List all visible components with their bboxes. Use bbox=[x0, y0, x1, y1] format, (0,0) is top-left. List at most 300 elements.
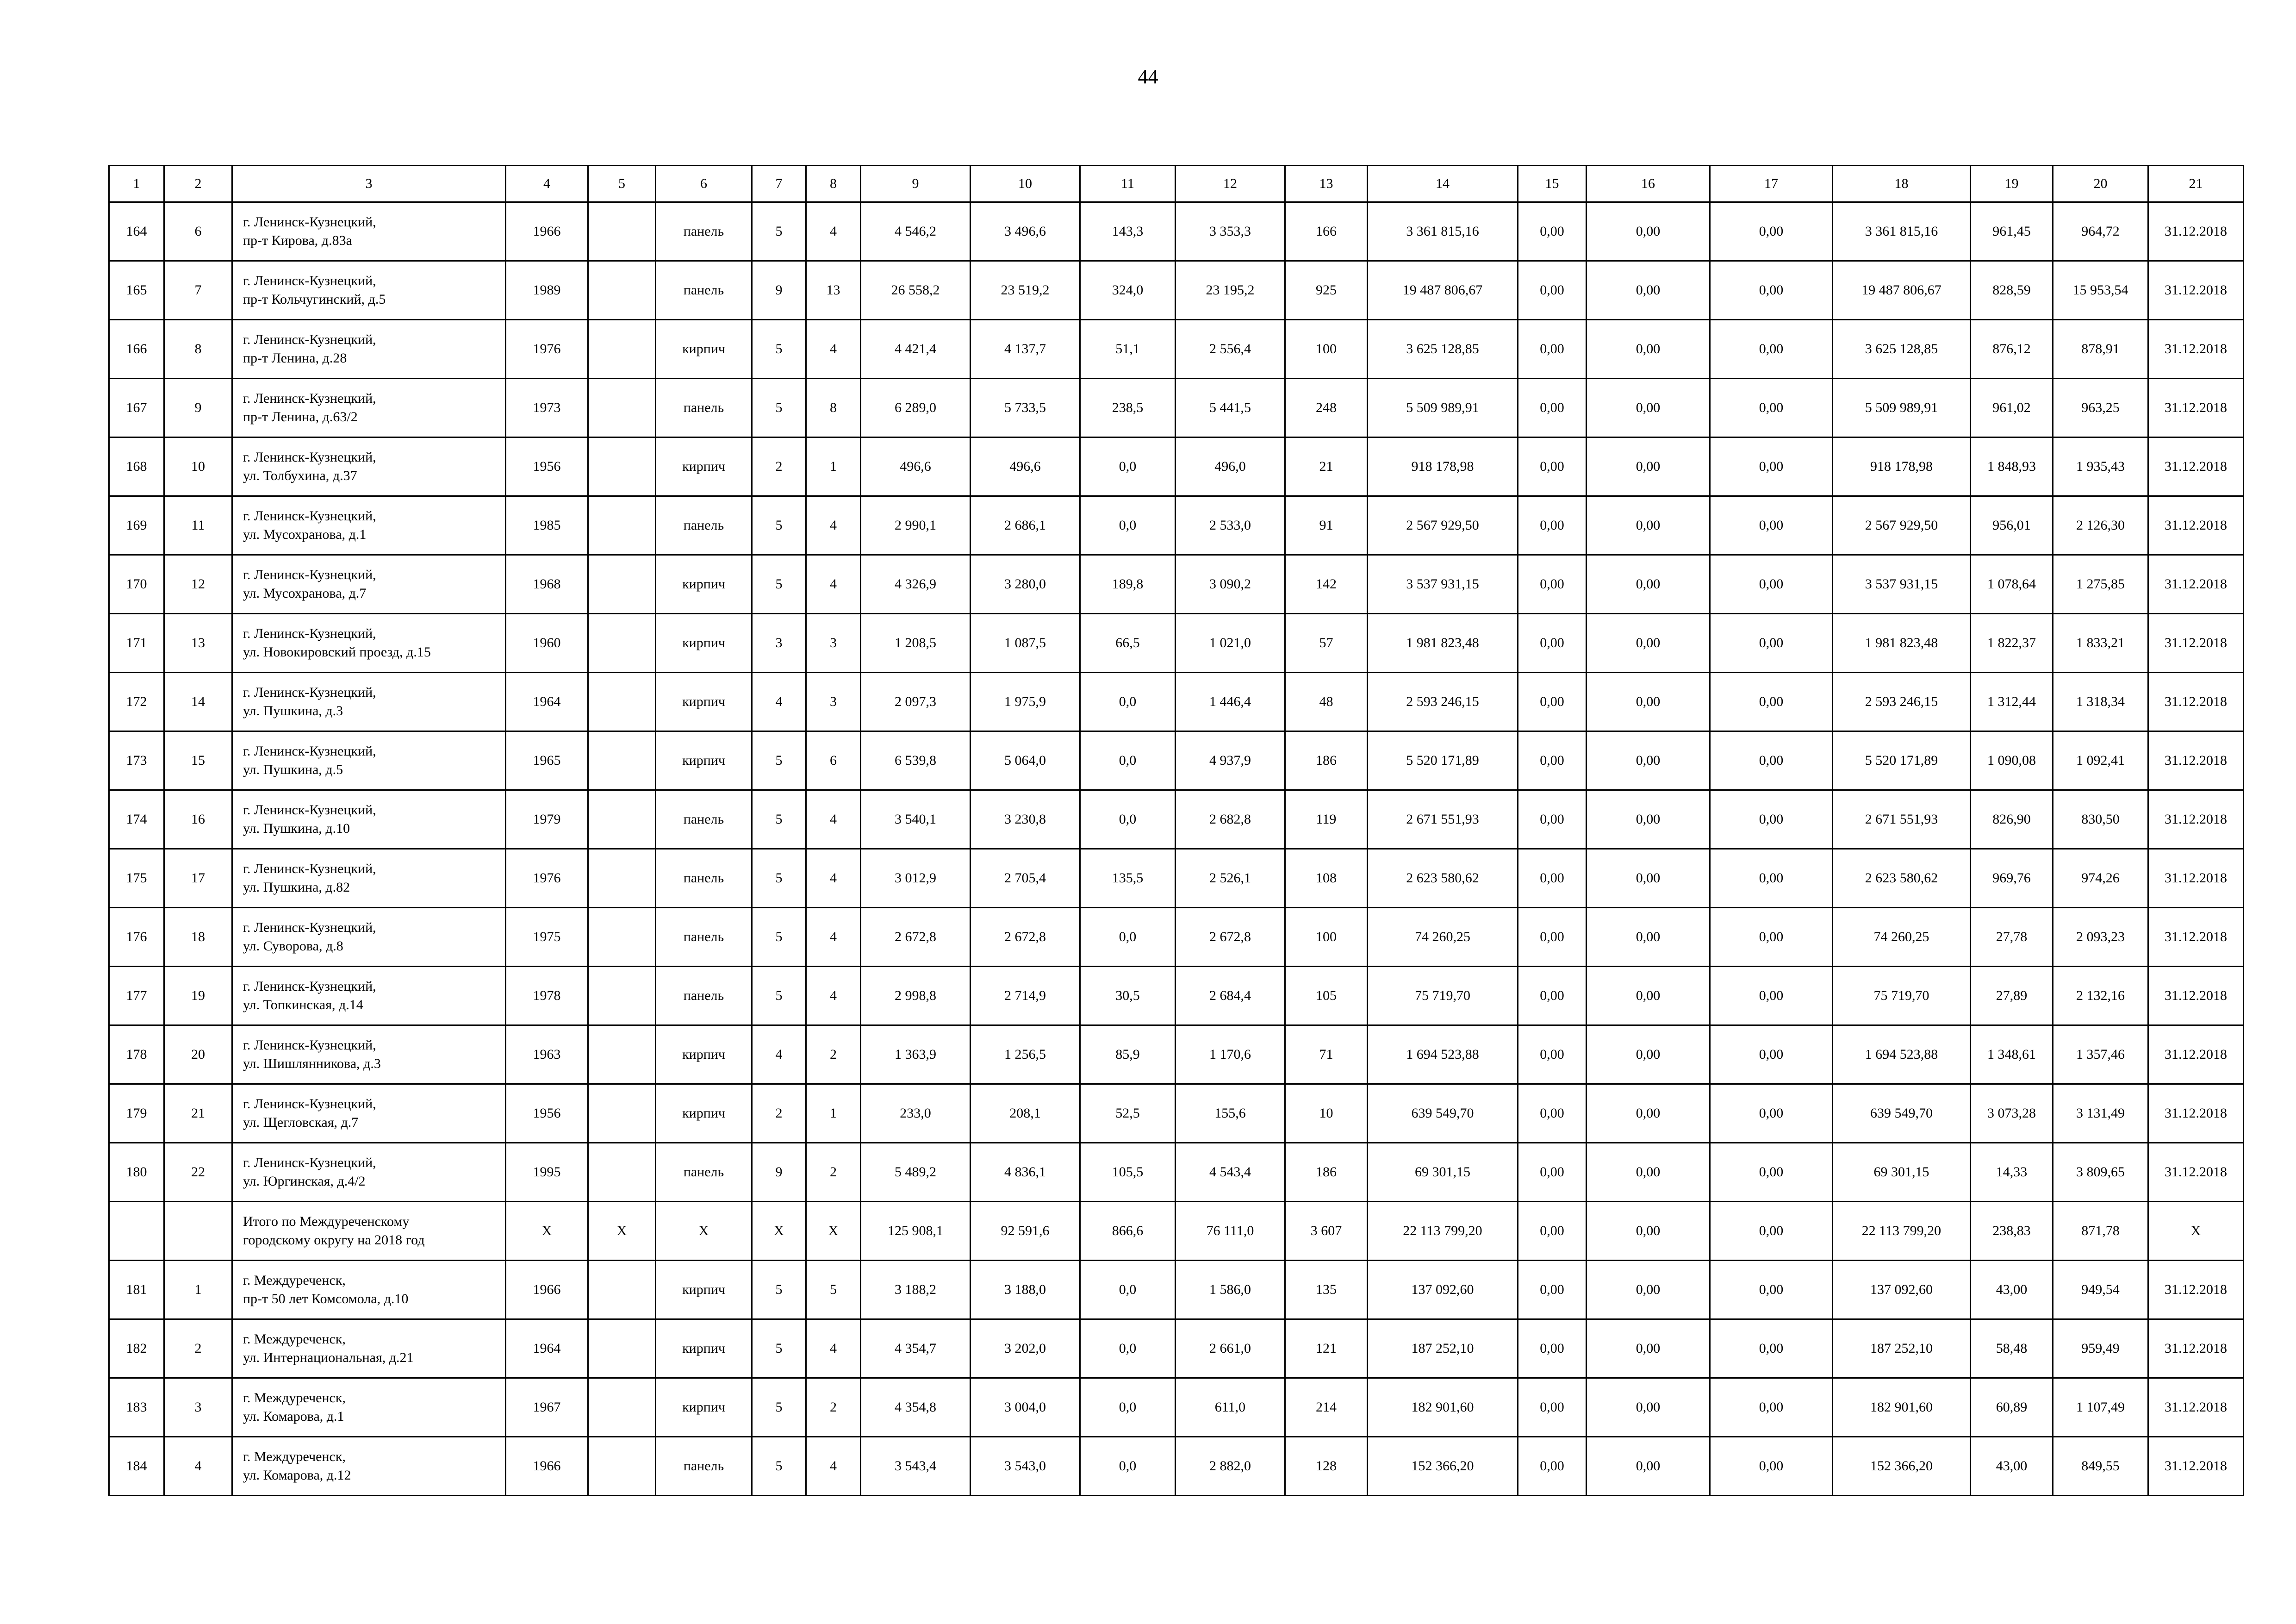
table-cell: 4 bbox=[806, 496, 861, 555]
table-cell: 3 280,0 bbox=[971, 555, 1080, 614]
table-cell: 963,25 bbox=[2053, 379, 2148, 437]
table-cell bbox=[588, 967, 656, 1025]
table-cell: 5 520 171,89 bbox=[1368, 731, 1518, 790]
table-cell bbox=[588, 437, 656, 496]
table-cell: 31.12.2018 bbox=[2148, 790, 2244, 849]
address-cell bbox=[232, 1143, 506, 1202]
column-number-cell: 11 bbox=[1080, 166, 1176, 202]
table-cell: 5 bbox=[752, 1319, 806, 1378]
table-cell: 0,00 bbox=[1518, 437, 1587, 496]
table-cell: 74 260,25 bbox=[1368, 908, 1518, 967]
table-cell: 3 202,0 bbox=[971, 1319, 1080, 1378]
table-row bbox=[109, 261, 2244, 320]
table-cell: 0,0 bbox=[1080, 1261, 1176, 1319]
table-cell: 92 591,6 bbox=[971, 1202, 1080, 1261]
table-cell: 0,00 bbox=[1518, 1378, 1587, 1437]
table-cell: 100 bbox=[1285, 908, 1368, 967]
table-cell: 4 354,7 bbox=[861, 1319, 971, 1378]
table-cell: 31.12.2018 bbox=[2148, 1025, 2244, 1084]
table-cell: 186 bbox=[1285, 1143, 1368, 1202]
table-cell: 180 bbox=[109, 1143, 164, 1202]
table-cell: 3 361 815,16 bbox=[1368, 202, 1518, 261]
table-cell: 0,00 bbox=[1518, 1261, 1587, 1319]
table-cell: 639 549,70 bbox=[1368, 1084, 1518, 1143]
table-cell: 849,55 bbox=[2053, 1437, 2148, 1496]
table-cell: 5 bbox=[752, 967, 806, 1025]
address-line: г. Ленинск-Кузнецкий, bbox=[243, 626, 376, 641]
table-cell: 2 990,1 bbox=[861, 496, 971, 555]
table-cell: 3 073,28 bbox=[1971, 1084, 2053, 1143]
table-cell bbox=[588, 1378, 656, 1437]
table-cell: 3 353,3 bbox=[1176, 202, 1285, 261]
table-cell: 2 bbox=[806, 1378, 861, 1437]
address-line: ул. Юргинская, д.4/2 bbox=[243, 1174, 366, 1189]
address-line: г. Ленинск-Кузнецкий, bbox=[243, 332, 376, 347]
table-cell: 0,00 bbox=[1518, 908, 1587, 967]
table-cell: 142 bbox=[1285, 555, 1368, 614]
address-cell bbox=[232, 1319, 506, 1378]
table-cell: 31.12.2018 bbox=[2148, 320, 2244, 379]
table-cell: 2 623 580,62 bbox=[1368, 849, 1518, 908]
table-cell: 4 bbox=[806, 908, 861, 967]
table-cell: кирпич bbox=[656, 731, 752, 790]
table-cell: 4 354,8 bbox=[861, 1378, 971, 1437]
table-cell: 152 366,20 bbox=[1368, 1437, 1518, 1496]
table-cell bbox=[588, 614, 656, 673]
table-cell: 3 537 931,15 bbox=[1833, 555, 1971, 614]
address-line: ул. Суворова, д.8 bbox=[243, 938, 343, 954]
table-cell: 1 bbox=[806, 1084, 861, 1143]
table-cell: 1979 bbox=[506, 790, 588, 849]
table-cell: 2 682,8 bbox=[1176, 790, 1285, 849]
table-cell: 0,00 bbox=[1587, 261, 1710, 320]
table-cell: 5 441,5 bbox=[1176, 379, 1285, 437]
table-cell: 1968 bbox=[506, 555, 588, 614]
table-cell: 172 bbox=[109, 673, 164, 731]
table-cell: 6 539,8 bbox=[861, 731, 971, 790]
table-cell: 2 593 246,15 bbox=[1368, 673, 1518, 731]
table-cell: 5 bbox=[806, 1261, 861, 1319]
table-cell: 168 bbox=[109, 437, 164, 496]
table-cell: 182 901,60 bbox=[1368, 1378, 1518, 1437]
table-body bbox=[109, 166, 2244, 1496]
table-cell: 125 908,1 bbox=[861, 1202, 971, 1261]
table-cell: 0,00 bbox=[1587, 908, 1710, 967]
table-cell: 21 bbox=[164, 1084, 232, 1143]
table-cell: 4 937,9 bbox=[1176, 731, 1285, 790]
table-cell bbox=[588, 731, 656, 790]
table-cell: 2 882,0 bbox=[1176, 1437, 1285, 1496]
table-cell: X bbox=[656, 1202, 752, 1261]
table-row bbox=[109, 320, 2244, 379]
table-cell bbox=[588, 673, 656, 731]
address-line: ул. Новокировский проезд, д.15 bbox=[243, 644, 431, 660]
column-number-cell: 19 bbox=[1971, 166, 2053, 202]
table-cell: 0,00 bbox=[1587, 1025, 1710, 1084]
table-cell: 51,1 bbox=[1080, 320, 1176, 379]
address-line: г. Ленинск-Кузнецкий, bbox=[243, 1096, 376, 1112]
column-number-cell: 13 bbox=[1285, 166, 1368, 202]
table-cell: 1 bbox=[806, 437, 861, 496]
table-cell: 2 714,9 bbox=[971, 967, 1080, 1025]
table-cell: 135,5 bbox=[1080, 849, 1176, 908]
table-cell: 166 bbox=[109, 320, 164, 379]
table-cell: 176 bbox=[109, 908, 164, 967]
address-line: пр-т Кольчугинский, д.5 bbox=[243, 292, 386, 307]
table-cell: 0,0 bbox=[1080, 1319, 1176, 1378]
table-cell: 19 487 806,67 bbox=[1833, 261, 1971, 320]
table-cell: 0,00 bbox=[1587, 379, 1710, 437]
table-cell: 22 113 799,20 bbox=[1368, 1202, 1518, 1261]
column-number-cell: 18 bbox=[1833, 166, 1971, 202]
table-cell: 3 543,0 bbox=[971, 1437, 1080, 1496]
address-line: Итого по Междуреченскому bbox=[243, 1214, 410, 1229]
table-cell: 57 bbox=[1285, 614, 1368, 673]
column-number-row bbox=[109, 166, 2244, 202]
table-cell: 0,00 bbox=[1518, 320, 1587, 379]
address-cell bbox=[232, 320, 506, 379]
address-cell bbox=[232, 731, 506, 790]
table-cell: 1976 bbox=[506, 849, 588, 908]
table-cell: 1995 bbox=[506, 1143, 588, 1202]
table-cell: 143,3 bbox=[1080, 202, 1176, 261]
table-cell: 2 998,8 bbox=[861, 967, 971, 1025]
table-cell: 0,00 bbox=[1710, 614, 1833, 673]
address-cell bbox=[232, 1202, 506, 1261]
table-cell bbox=[109, 1202, 164, 1261]
table-cell bbox=[588, 1025, 656, 1084]
address-cell bbox=[232, 437, 506, 496]
table-cell: 1 833,21 bbox=[2053, 614, 2148, 673]
table-cell: 2 533,0 bbox=[1176, 496, 1285, 555]
table-cell: 174 bbox=[109, 790, 164, 849]
table-cell: 4 bbox=[806, 320, 861, 379]
table-cell: 177 bbox=[109, 967, 164, 1025]
table-cell: 26 558,2 bbox=[861, 261, 971, 320]
table-cell: 0,00 bbox=[1518, 261, 1587, 320]
table-cell: 85,9 bbox=[1080, 1025, 1176, 1084]
address-cell bbox=[232, 496, 506, 555]
table-cell bbox=[588, 202, 656, 261]
table-cell bbox=[164, 1202, 232, 1261]
table-cell: 324,0 bbox=[1080, 261, 1176, 320]
table-cell: 5 bbox=[752, 790, 806, 849]
table-cell: 135 bbox=[1285, 1261, 1368, 1319]
table-cell: 1 981 823,48 bbox=[1368, 614, 1518, 673]
table-cell: 3 540,1 bbox=[861, 790, 971, 849]
table-cell: 496,6 bbox=[861, 437, 971, 496]
table-cell: 2 bbox=[164, 1319, 232, 1378]
table-cell: 31.12.2018 bbox=[2148, 1084, 2244, 1143]
table-cell: 1964 bbox=[506, 673, 588, 731]
table-cell: 0,0 bbox=[1080, 908, 1176, 967]
table-cell: 0,00 bbox=[1710, 379, 1833, 437]
address-line: пр-т 50 лет Комсомола, д.10 bbox=[243, 1291, 409, 1306]
address-line: г. Ленинск-Кузнецкий, bbox=[243, 508, 376, 524]
table-cell: 0,00 bbox=[1587, 1202, 1710, 1261]
table-cell: 179 bbox=[109, 1084, 164, 1143]
table-cell: 173 bbox=[109, 731, 164, 790]
table-cell: 31.12.2018 bbox=[2148, 849, 2244, 908]
table-cell: 0,00 bbox=[1587, 1319, 1710, 1378]
table-cell: 925 bbox=[1285, 261, 1368, 320]
table-cell: 3 bbox=[806, 673, 861, 731]
table-cell: 1985 bbox=[506, 496, 588, 555]
address-line: г. Ленинск-Кузнецкий, bbox=[243, 214, 376, 230]
table-cell: 10 bbox=[164, 437, 232, 496]
table-cell: 0,00 bbox=[1710, 202, 1833, 261]
table-cell: 0,00 bbox=[1587, 202, 1710, 261]
table-cell: 19 487 806,67 bbox=[1368, 261, 1518, 320]
address-line: г. Междуреченск, bbox=[243, 1273, 346, 1288]
table-cell bbox=[588, 320, 656, 379]
table-cell: 4 bbox=[752, 1025, 806, 1084]
table-cell: 105,5 bbox=[1080, 1143, 1176, 1202]
address-cell bbox=[232, 673, 506, 731]
table-cell: 182 901,60 bbox=[1833, 1378, 1971, 1437]
table-cell: 74 260,25 bbox=[1833, 908, 1971, 967]
table-cell: 828,59 bbox=[1971, 261, 2053, 320]
table-row bbox=[109, 1437, 2244, 1496]
table-cell: 0,00 bbox=[1587, 731, 1710, 790]
column-number-cell: 5 bbox=[588, 166, 656, 202]
table-cell: кирпич bbox=[656, 673, 752, 731]
column-number-cell: 15 bbox=[1518, 166, 1587, 202]
address-line: г. Ленинск-Кузнецкий, bbox=[243, 450, 376, 465]
table-cell: 1978 bbox=[506, 967, 588, 1025]
address-line: ул. Пушкина, д.10 bbox=[243, 821, 350, 836]
table-cell: 1966 bbox=[506, 1437, 588, 1496]
table-cell: 60,89 bbox=[1971, 1378, 2053, 1437]
table-cell: 496,6 bbox=[971, 437, 1080, 496]
table-cell: 31.12.2018 bbox=[2148, 1437, 2244, 1496]
table-cell: 4 bbox=[806, 1319, 861, 1378]
table-cell: кирпич bbox=[656, 1378, 752, 1437]
table-cell: 31.12.2018 bbox=[2148, 1319, 2244, 1378]
table-cell: 0,00 bbox=[1710, 1319, 1833, 1378]
table-cell: 0,00 bbox=[1587, 967, 1710, 1025]
table-cell: 214 bbox=[1285, 1378, 1368, 1437]
table-cell: 0,00 bbox=[1710, 908, 1833, 967]
table-row bbox=[109, 731, 2244, 790]
table-cell: 0,00 bbox=[1518, 379, 1587, 437]
table-cell: 91 bbox=[1285, 496, 1368, 555]
table-row bbox=[109, 1378, 2244, 1437]
address-line: г. Ленинск-Кузнецкий, bbox=[243, 1037, 376, 1053]
table-row bbox=[109, 1261, 2244, 1319]
table-cell: 2 671 551,93 bbox=[1368, 790, 1518, 849]
table-cell: 5 bbox=[752, 849, 806, 908]
table-cell: 1 975,9 bbox=[971, 673, 1080, 731]
table-cell: 5 bbox=[752, 379, 806, 437]
table-cell: панель bbox=[656, 379, 752, 437]
address-line: г. Ленинск-Кузнецкий, bbox=[243, 802, 376, 818]
table-cell: 0,00 bbox=[1587, 1143, 1710, 1202]
table-cell: 0,00 bbox=[1518, 1319, 1587, 1378]
table-cell: 175 bbox=[109, 849, 164, 908]
table-cell: 611,0 bbox=[1176, 1378, 1285, 1437]
table-cell: 128 bbox=[1285, 1437, 1368, 1496]
table-row bbox=[109, 1319, 2244, 1378]
table-row bbox=[109, 1143, 2244, 1202]
table-cell: 0,00 bbox=[1587, 790, 1710, 849]
table-cell: 0,00 bbox=[1518, 1084, 1587, 1143]
table-cell: 3 496,6 bbox=[971, 202, 1080, 261]
address-line: ул. Пушкина, д.3 bbox=[243, 703, 343, 718]
table-cell: 4 543,4 bbox=[1176, 1143, 1285, 1202]
table-cell: 183 bbox=[109, 1378, 164, 1437]
table-cell: 75 719,70 bbox=[1368, 967, 1518, 1025]
table-cell: 5 733,5 bbox=[971, 379, 1080, 437]
table-cell: 17 bbox=[164, 849, 232, 908]
column-number-cell: 12 bbox=[1176, 166, 1285, 202]
table-cell: 3 625 128,85 bbox=[1833, 320, 1971, 379]
address-line: ул. Мусохранова, д.7 bbox=[243, 586, 367, 601]
table-row bbox=[109, 790, 2244, 849]
table-cell: 1 170,6 bbox=[1176, 1025, 1285, 1084]
address-line: г. Ленинск-Кузнецкий, bbox=[243, 273, 376, 288]
table-cell: 0,00 bbox=[1587, 1437, 1710, 1496]
table-cell: 10 bbox=[1285, 1084, 1368, 1143]
table-cell: 1 357,46 bbox=[2053, 1025, 2148, 1084]
column-number-cell: 3 bbox=[232, 166, 506, 202]
table-cell: 0,00 bbox=[1518, 555, 1587, 614]
table-cell: 31.12.2018 bbox=[2148, 379, 2244, 437]
table-cell: 0,00 bbox=[1518, 967, 1587, 1025]
table-cell: 100 bbox=[1285, 320, 1368, 379]
table-cell: 3 090,2 bbox=[1176, 555, 1285, 614]
address-line: г. Ленинск-Кузнецкий, bbox=[243, 1155, 376, 1170]
table-cell: 3 543,4 bbox=[861, 1437, 971, 1496]
address-line: г. Ленинск-Кузнецкий, bbox=[243, 391, 376, 406]
column-number-cell: 21 bbox=[2148, 166, 2244, 202]
table-cell: 5 bbox=[752, 1378, 806, 1437]
table-cell: панель bbox=[656, 967, 752, 1025]
table-cell: 0,00 bbox=[1587, 849, 1710, 908]
table-cell: 1966 bbox=[506, 1261, 588, 1319]
table-cell: 1 935,43 bbox=[2053, 437, 2148, 496]
table-cell: 1 312,44 bbox=[1971, 673, 2053, 731]
table-cell: 187 252,10 bbox=[1833, 1319, 1971, 1378]
table-cell: 0,00 bbox=[1710, 1261, 1833, 1319]
table-row bbox=[109, 908, 2244, 967]
housing-register-table bbox=[108, 165, 2244, 1496]
table-cell: 1 848,93 bbox=[1971, 437, 2053, 496]
table-cell: 5 509 989,91 bbox=[1368, 379, 1518, 437]
table-cell: 119 bbox=[1285, 790, 1368, 849]
table-cell: 23 519,2 bbox=[971, 261, 1080, 320]
table-cell: 6 289,0 bbox=[861, 379, 971, 437]
table-cell: 3 188,2 bbox=[861, 1261, 971, 1319]
column-number-cell: 7 bbox=[752, 166, 806, 202]
table-cell: 1 021,0 bbox=[1176, 614, 1285, 673]
table-cell: 13 bbox=[164, 614, 232, 673]
table-cell: 4 bbox=[806, 555, 861, 614]
table-cell: 1956 bbox=[506, 437, 588, 496]
table-cell: 16 bbox=[164, 790, 232, 849]
table-cell: 0,00 bbox=[1518, 614, 1587, 673]
table-cell bbox=[588, 1084, 656, 1143]
table-row bbox=[109, 496, 2244, 555]
table-cell: 4 bbox=[164, 1437, 232, 1496]
table-row bbox=[109, 1025, 2244, 1084]
address-line: ул. Пушкина, д.5 bbox=[243, 762, 343, 777]
table-cell: 876,12 bbox=[1971, 320, 2053, 379]
table-cell: 3 230,8 bbox=[971, 790, 1080, 849]
table-cell: панель bbox=[656, 908, 752, 967]
table-cell: 0,00 bbox=[1518, 790, 1587, 849]
table-cell: 43,00 bbox=[1971, 1261, 2053, 1319]
table-cell: 961,02 bbox=[1971, 379, 2053, 437]
table-cell: 2 672,8 bbox=[861, 908, 971, 967]
table-cell: 18 bbox=[164, 908, 232, 967]
table-cell: 1 694 523,88 bbox=[1368, 1025, 1518, 1084]
table-cell: 1 256,5 bbox=[971, 1025, 1080, 1084]
table-row bbox=[109, 673, 2244, 731]
table-cell: 0,00 bbox=[1710, 555, 1833, 614]
table-cell: панель bbox=[656, 849, 752, 908]
table-cell: панель bbox=[656, 790, 752, 849]
table-cell: 0,0 bbox=[1080, 496, 1176, 555]
table-cell: 0,00 bbox=[1587, 614, 1710, 673]
table-cell: 1975 bbox=[506, 908, 588, 967]
table-cell: 0,00 bbox=[1587, 437, 1710, 496]
table-cell: 167 bbox=[109, 379, 164, 437]
table-cell: 108 bbox=[1285, 849, 1368, 908]
table-cell: 31.12.2018 bbox=[2148, 614, 2244, 673]
table-cell bbox=[588, 790, 656, 849]
table-cell: панель bbox=[656, 261, 752, 320]
table-cell: 186 bbox=[1285, 731, 1368, 790]
address-line: пр-т Ленина, д.63/2 bbox=[243, 409, 358, 425]
table-cell: 11 bbox=[164, 496, 232, 555]
column-number-cell: 4 bbox=[506, 166, 588, 202]
table-cell: 918 178,98 bbox=[1368, 437, 1518, 496]
table-cell: 22 bbox=[164, 1143, 232, 1202]
table-row bbox=[109, 1084, 2244, 1143]
table-cell: 4 bbox=[806, 967, 861, 1025]
table-cell: 4 bbox=[806, 849, 861, 908]
table-cell: 1 087,5 bbox=[971, 614, 1080, 673]
table-cell: 3 bbox=[806, 614, 861, 673]
table-cell: 23 195,2 bbox=[1176, 261, 1285, 320]
table-cell: 1 275,85 bbox=[2053, 555, 2148, 614]
table-cell: 871,78 bbox=[2053, 1202, 2148, 1261]
table-cell: кирпич bbox=[656, 320, 752, 379]
column-number-cell: 14 bbox=[1368, 166, 1518, 202]
column-number-cell: 6 bbox=[656, 166, 752, 202]
table-cell: 9 bbox=[752, 1143, 806, 1202]
table-cell: 2 097,3 bbox=[861, 673, 971, 731]
table-cell: 2 672,8 bbox=[971, 908, 1080, 967]
table-cell: 3 004,0 bbox=[971, 1378, 1080, 1437]
table-cell bbox=[588, 379, 656, 437]
table-cell: 830,50 bbox=[2053, 790, 2148, 849]
table-cell: 866,6 bbox=[1080, 1202, 1176, 1261]
table-row bbox=[109, 555, 2244, 614]
table-cell: 238,83 bbox=[1971, 1202, 2053, 1261]
table-cell: 3 625 128,85 bbox=[1368, 320, 1518, 379]
table-cell: 31.12.2018 bbox=[2148, 673, 2244, 731]
table-cell: 2 567 929,50 bbox=[1833, 496, 1971, 555]
table-cell: 1966 bbox=[506, 202, 588, 261]
address-line: городскому округу на 2018 год bbox=[243, 1232, 425, 1248]
table-cell: 0,00 bbox=[1518, 1437, 1587, 1496]
table-cell: 1 107,49 bbox=[2053, 1378, 2148, 1437]
table-cell: 1 981 823,48 bbox=[1833, 614, 1971, 673]
table-cell: кирпич bbox=[656, 555, 752, 614]
table-cell: 4 836,1 bbox=[971, 1143, 1080, 1202]
